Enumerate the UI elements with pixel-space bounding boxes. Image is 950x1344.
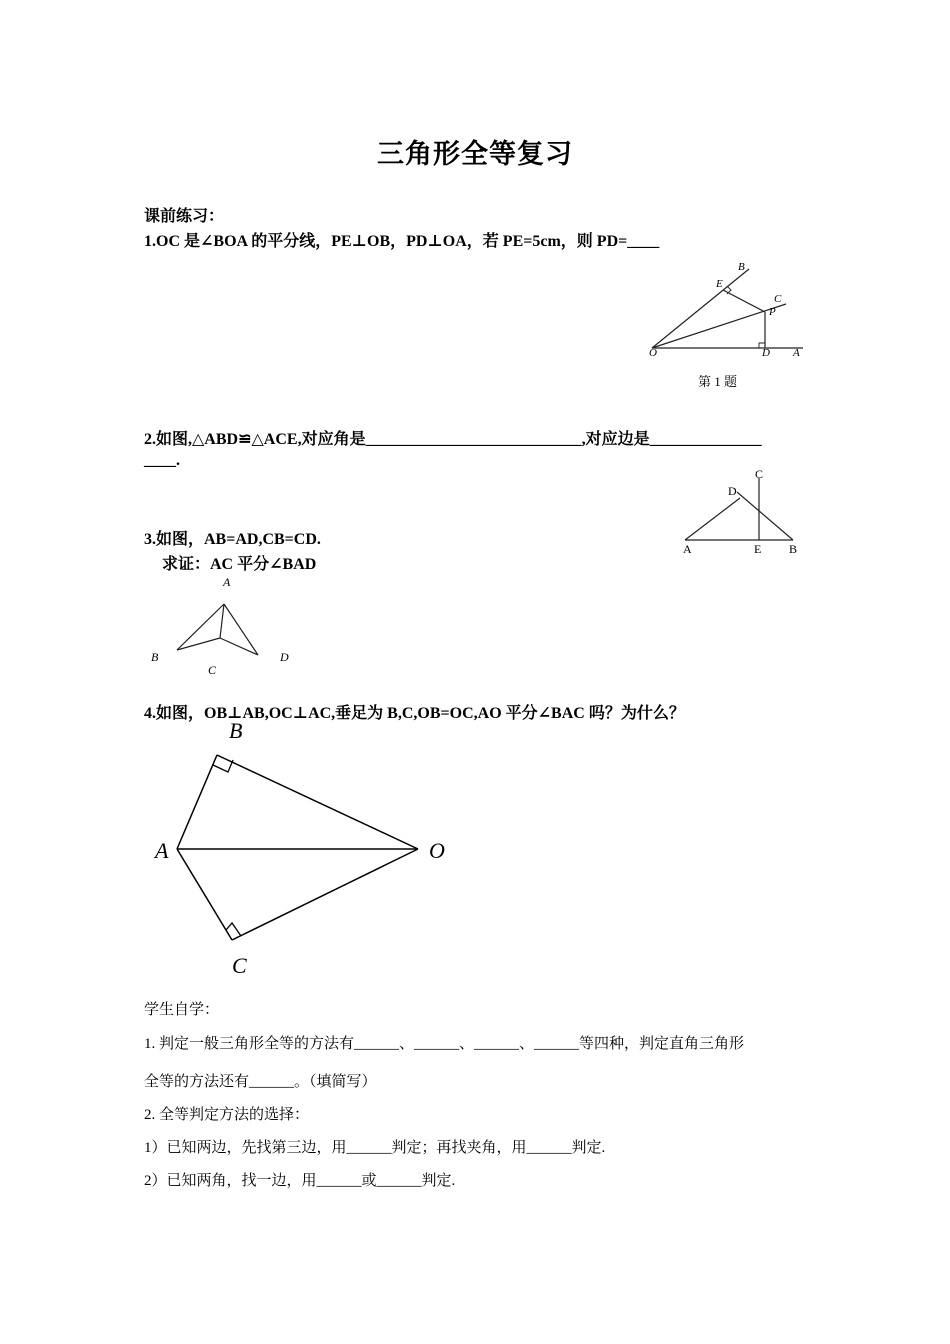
self-study-item-1-line-2: 全等的方法还有______。（填简写） xyxy=(144,1074,377,1090)
self-study-item-2-2: 2）已知两角，找一边，用______或______判定. xyxy=(144,1173,456,1189)
label-c: C xyxy=(774,293,782,305)
label-o: O xyxy=(649,347,657,359)
page-title: 三角形全等复习 xyxy=(377,139,573,170)
label-e: E xyxy=(754,542,762,556)
question-2-line-2: ____. xyxy=(144,452,180,469)
segment-ad xyxy=(685,498,740,540)
label-a: A xyxy=(155,838,169,863)
section-heading-pre-practice: 课前练习： xyxy=(144,208,225,225)
section-heading-self-study: 学生自学： xyxy=(144,1002,220,1018)
question-2-line-1: 2.如图,△ABD≌△ACE,对应角是___________________________,对应边是______________ xyxy=(144,431,762,448)
label-c: C xyxy=(232,953,247,978)
label-a: A xyxy=(683,542,692,556)
ray-oc xyxy=(652,304,786,348)
segment-bo xyxy=(217,755,418,849)
self-study-item-1-line-1: 1. 判定一般三角形全等的方法有______、______、______、______等四种，判定直角三角形 xyxy=(144,1036,745,1052)
figure-1-caption: 第 1 题 xyxy=(698,374,738,389)
self-study-item-2: 2. 全等判定方法的选择： xyxy=(144,1107,310,1123)
label-b: B xyxy=(151,650,159,664)
question-3-line-2: 求证：AC 平分∠BAD xyxy=(162,556,317,573)
figure-q4 xyxy=(140,715,470,985)
label-p: P xyxy=(769,306,776,318)
question-1-text: 1.OC 是∠BOA 的平分线，PE⊥OB，PD⊥OA，若 PE=5cm，则 PD=____ xyxy=(144,233,660,250)
label-b: B xyxy=(229,718,243,743)
label-d: D xyxy=(280,650,289,664)
figure-q1 xyxy=(640,252,820,392)
figure-q3 xyxy=(140,570,310,682)
label-c: C xyxy=(755,467,764,481)
segment-db xyxy=(737,492,793,540)
ray-ob xyxy=(652,269,749,348)
question-4-text: 4.如图，OB⊥AB,OC⊥AC,垂足为 B,C,OB=OC,AO 平分∠BAC 吗？为什么？ xyxy=(144,705,685,722)
question-3-line-1: 3.如图，AB=AD,CB=CD. xyxy=(144,531,321,548)
segment-ab xyxy=(177,755,217,849)
self-study-item-2-1: 1）已知两边，先找第三边，用______判定；再找夹角，用______判定. xyxy=(144,1140,606,1156)
label-b: B xyxy=(738,261,745,273)
label-a: A xyxy=(793,347,800,359)
label-d: D xyxy=(728,484,737,498)
segment-ac xyxy=(220,604,224,638)
label-d: D xyxy=(762,347,770,359)
label-e: E xyxy=(716,278,723,290)
segment-pe xyxy=(723,290,765,312)
label-c: C xyxy=(208,663,217,677)
figure-q2 xyxy=(675,462,815,562)
segment-co xyxy=(232,849,418,940)
label-a: A xyxy=(223,575,231,589)
label-o: O xyxy=(429,838,445,863)
label-b: B xyxy=(789,542,798,556)
segment-ac xyxy=(177,849,232,940)
